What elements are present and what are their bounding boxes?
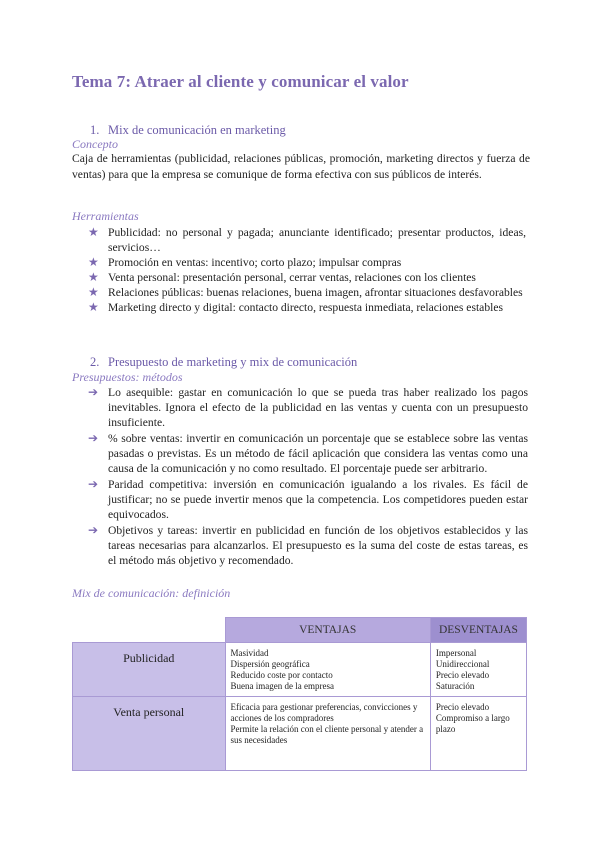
methods-label: Presupuestos: métodos [72,370,183,384]
star-icon: ★ [88,255,99,269]
table-header: DESVENTAJAS [430,618,526,643]
arrow-right-icon: ➔ [88,431,99,445]
methods-list [88,385,528,569]
row-header: Publicidad [73,643,226,697]
list-item: ➔ Paridad competitiva: inversión en comunicación igualando a los rivales. Es fácil de justificar; no se puede invertir menos que la competencia. Los competidores pueden estar equivocados. [88,477,528,521]
tools-label: Herramientas [72,209,139,223]
star-icon: ★ [88,225,99,239]
concept-label: Concepto [72,137,118,151]
section-1-title-text: Mix de comunicación en marketing [108,123,286,137]
row-header: Venta personal [73,697,226,771]
page-title: Tema 7: Atraer al cliente y comunicar el valor [72,72,409,91]
section-1-title [90,123,286,138]
arrow-right-icon: ➔ [88,385,99,399]
table-corner [73,618,226,643]
list-item: ➔ Objetivos y tareas: invertir en publicidad en función de los objetivos establecidos y las tareas necesarias para alcanzarlos. El presupuesto es la suma del coste de estas tareas, es el método más objetivo y recomendado. [88,523,528,567]
section-1-number: 1. [90,123,100,137]
pros-cons-table [72,617,527,771]
star-icon: ★ [88,300,99,314]
list-item: ★ Venta personal: presentación personal, cerrar ventas, relaciones con los clientes [88,270,476,284]
table-row [73,697,527,771]
list-item: ★ Publicidad: no personal y pagada; anunciante identificado; presentar productos, ideas, servicios… [88,225,526,254]
table-cell: Eficacia para gestionar preferencias, convicciones y acciones de los compradores Permite la relación con el cliente personal y atender a sus necesidades [225,697,430,771]
list-item: ➔ Lo asequible: gastar en comunicación lo que se pueda tras haber realizado los pagos inevitables. Ignora el efecto de la publicidad en las ventas y cuenta con un presupuesto insuficiente. [88,385,528,429]
concept-text: Caja de herramientas (publicidad, relaciones públicas, promoción, marketing directos y fuerza de ventas) para que la empresa se comunique de forma efectiva con sus públicos de interés. [72,152,530,181]
list-item: ★ Marketing directo y digital: contacto directo, respuesta inmediata, relaciones estables [88,300,504,314]
section-2-title [90,355,357,370]
arrow-right-icon: ➔ [88,523,99,537]
section-2-number: 2. [90,355,100,369]
table-cell: Impersonal Unidireccional Precio elevado Saturación [430,643,526,697]
star-icon: ★ [88,270,99,284]
table-cell: Masividad Dispersión geográfica Reducido coste por contacto Buena imagen de la empresa [225,643,430,697]
list-item: ➔ % sobre ventas: invertir en comunicación un porcentaje que se establece sobre las ventas pasadas o previstas. Es un método de fácil aplicación que considera las ventas como una causa de la comunicación y no como resultado. El porcentaje puede ser arbitrario. [88,431,528,475]
table-cell: Precio elevado Compromiso a largo plazo [430,697,526,771]
table-row [73,643,527,697]
mix-label: Mix de comunicación: definición [72,586,231,600]
list-item: ★ Promoción en ventas: incentivo; corto plazo; impulsar compras [88,255,402,269]
star-icon: ★ [88,285,99,299]
section-2-title-text: Presupuesto de marketing y mix de comunicación [108,355,358,369]
table-header-row [73,618,527,643]
table-header: VENTAJAS [225,618,430,643]
list-item: ★ Relaciones públicas: buenas relaciones, buena imagen, afrontar situaciones desfavorables [88,285,523,299]
arrow-right-icon: ➔ [88,477,99,491]
tools-list [88,225,526,315]
